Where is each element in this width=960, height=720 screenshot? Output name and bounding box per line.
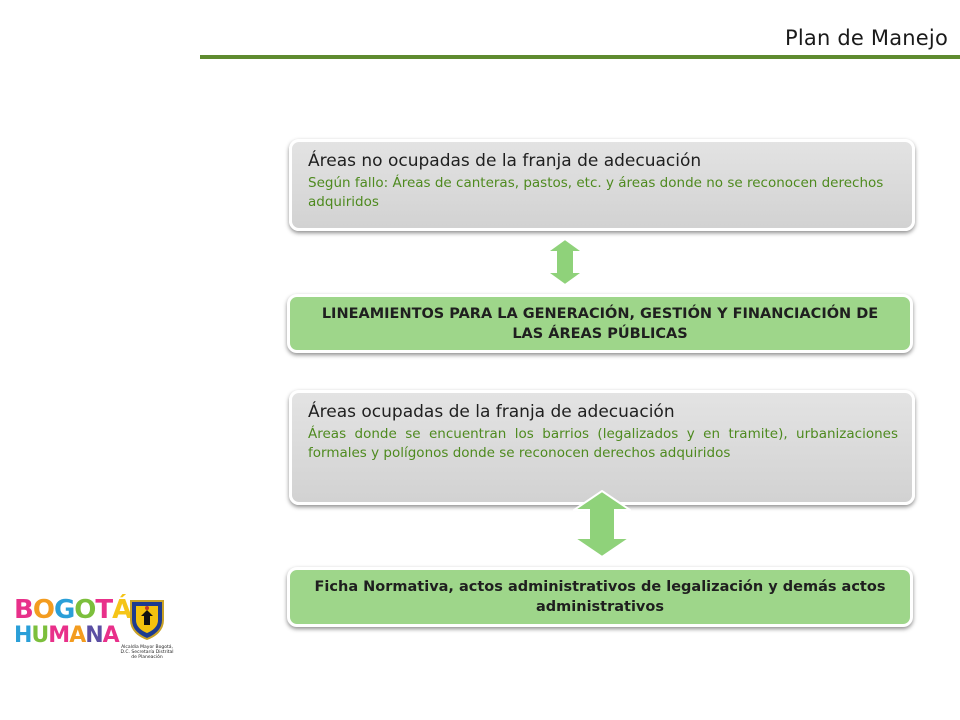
box-unoccupied-areas: [289, 139, 915, 231]
alcaldia-crest-logo: [118, 598, 176, 660]
box-unoccupied-description: Según fallo: Áreas de canteras, pastos, etc. y áreas donde no se reconocen derechos adquiridos: [308, 175, 884, 210]
box-normative-text: Ficha Normativa, actos administrativos de legalización y demás actos administrativos: [314, 579, 886, 615]
bogota-humana-line1: BOGOTÁ: [14, 595, 132, 625]
box-occupied-title: Áreas ocupadas de la franja de adecuación: [308, 402, 675, 422]
double-arrow-icon: [573, 490, 631, 558]
box-unoccupied-title: Áreas no ocupadas de la franja de adecuación: [308, 151, 702, 171]
bogota-humana-logo: [14, 595, 132, 648]
bogota-humana-line2: HUMANA: [14, 623, 119, 648]
box-occupied-description: Áreas donde se encuentran los barrios (legalizados y en tramite), urbanizaciones formales y polígonos donde se reconocen derechos adquiridos: [308, 426, 898, 461]
double-arrow-icon: [546, 238, 584, 286]
crest-caption: Alcaldía Mayor Bogotá, D.C. Secretaría Distrital de Planeación: [120, 645, 174, 660]
box-guidelines: [287, 294, 913, 353]
box-guidelines-text: LINEAMIENTOS PARA LA GENERACIÓN, GESTIÓN Y FINANCIACIÓN DE LAS ÁREAS PÚBLICAS: [321, 305, 879, 342]
box-occupied-areas: [289, 390, 915, 505]
box-normative: [287, 567, 913, 627]
page-title: Plan de Manejo: [785, 26, 948, 50]
crest-icon: [127, 598, 167, 640]
title-underline: [200, 55, 960, 59]
